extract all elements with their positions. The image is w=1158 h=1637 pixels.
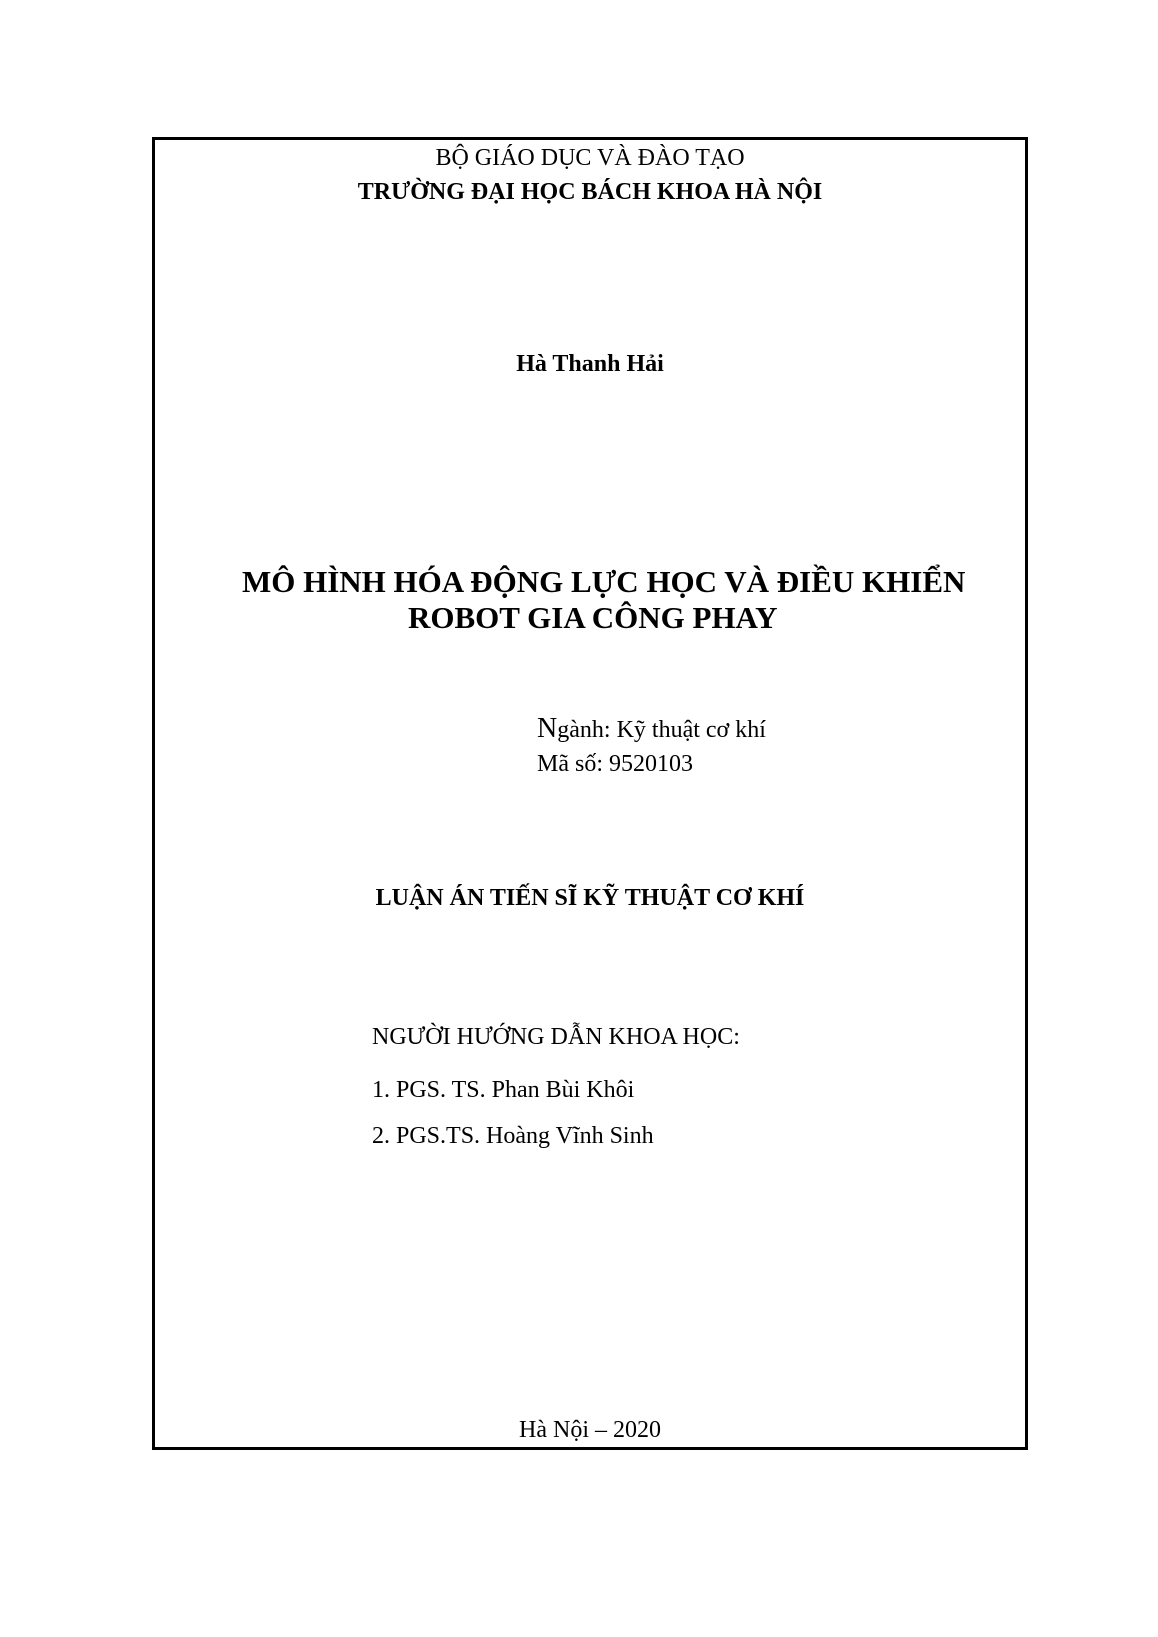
university-name: TRƯỜNG ĐẠI HỌC BÁCH KHOA HÀ NỘI (357, 179, 823, 205)
cover-border (152, 137, 1028, 1450)
code-line (537, 752, 693, 776)
thesis-title-line-1: MÔ HÌNH HÓA ĐỘNG LỰC HỌC VÀ ĐIỀU KHIỂN (242, 564, 966, 599)
thesis-title-line-2: ROBOT GIA CÔNG PHAY (408, 600, 778, 635)
place-and-year: Hà Nội – 2020 (519, 1417, 661, 1443)
ministry-name: BỘ GIÁO DỤC VÀ ĐÀO TẠO (435, 145, 745, 171)
major-label-initial: N (537, 713, 558, 744)
major-value: Kỹ thuật cơ khí (616, 717, 766, 743)
major-line (537, 715, 766, 743)
code-label: Mã số: (537, 751, 603, 777)
author-name: Hà Thanh Hải (516, 351, 664, 377)
advisor-item: 2. PGS.TS. Hoàng Vĩnh Sinh (372, 1123, 654, 1149)
advisor-item: 1. PGS. TS. Phan Bùi Khôi (372, 1077, 635, 1103)
advisors-heading: NGƯỜI HƯỚNG DẪN KHOA HỌC: (372, 1024, 740, 1050)
degree-title: LUẬN ÁN TIẾN SĨ KỸ THUẬT CƠ KHÍ (375, 885, 805, 911)
code-value: 9520103 (609, 751, 693, 777)
major-label: gành: (557, 717, 611, 743)
